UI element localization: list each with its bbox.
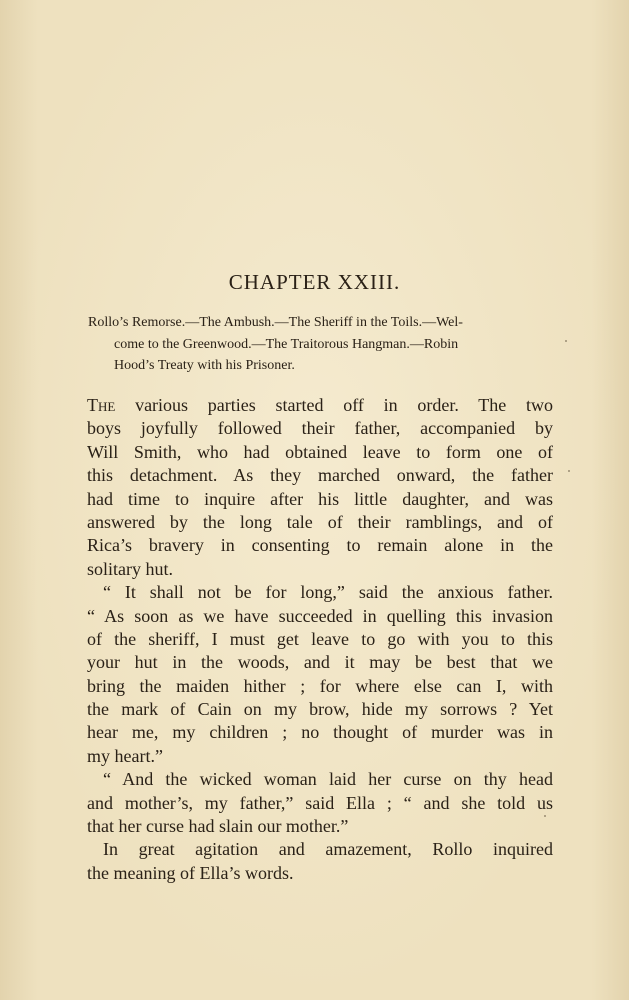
body-line: that her curse had slain our mother.” (87, 816, 349, 837)
body-line: Rica’s bravery in consenting to remain alone in the (87, 535, 553, 556)
paper-speck (544, 815, 546, 817)
paper-speck (568, 470, 570, 472)
synopsis-line: Hood’s Treaty with his Prisoner. (114, 358, 295, 373)
body-line: bring the maiden hither ; for where else can I, with (87, 675, 553, 696)
body-line: In great agitation and amazement, Rollo inquired (103, 839, 553, 860)
body-line: “ It shall not be for long,” said the anxious father. (103, 582, 553, 603)
body-line-text: various parties started off in order. The two (115, 395, 553, 415)
body-line (87, 394, 553, 417)
body-line: had time to inquire after his little daughter, and was (87, 488, 553, 509)
body-line: answered by the long tale of their ramblings, and of (87, 511, 553, 532)
body-line: of the sheriff, I must get leave to go with you to this (87, 628, 553, 649)
body-line: the meaning of Ella’s words. (87, 862, 294, 883)
body-line: your hut in the woods, and it may be best that we (87, 652, 553, 673)
body-line: this detachment. As they marched onward, the father (87, 465, 553, 486)
body-line: boys joyfully followed their father, accompanied by (87, 418, 553, 439)
body-line: and mother’s, my father,” said Ella ; “ and she told us (87, 792, 553, 813)
body-line: “ As soon as we have succeeded in quelling this invasion (87, 605, 553, 626)
synopsis-line: Rollo’s Remorse.—The Ambush.—The Sheriff in the Toils.—Wel- (88, 315, 463, 330)
paper-speck (565, 340, 567, 342)
body-line: hear me, my children ; no thought of murder was in (87, 722, 553, 743)
opening-word: The (87, 395, 116, 415)
body-line: my heart.” (87, 745, 163, 766)
chapter-synopsis (88, 312, 558, 377)
body-line: solitary hut. (87, 558, 173, 579)
body-line: “ And the wicked woman laid her curse on thy head (103, 769, 553, 790)
body-text (87, 394, 553, 885)
body-line: Will Smith, who had obtained leave to form one of (87, 441, 553, 462)
synopsis-line: come to the Greenwood.—The Traitorous Hangman.—Robin (114, 336, 459, 352)
chapter-title: CHAPTER XXIII. (228, 270, 401, 294)
body-line: the mark of Cain on my brow, hide my sorrows ? Yet (87, 699, 553, 720)
